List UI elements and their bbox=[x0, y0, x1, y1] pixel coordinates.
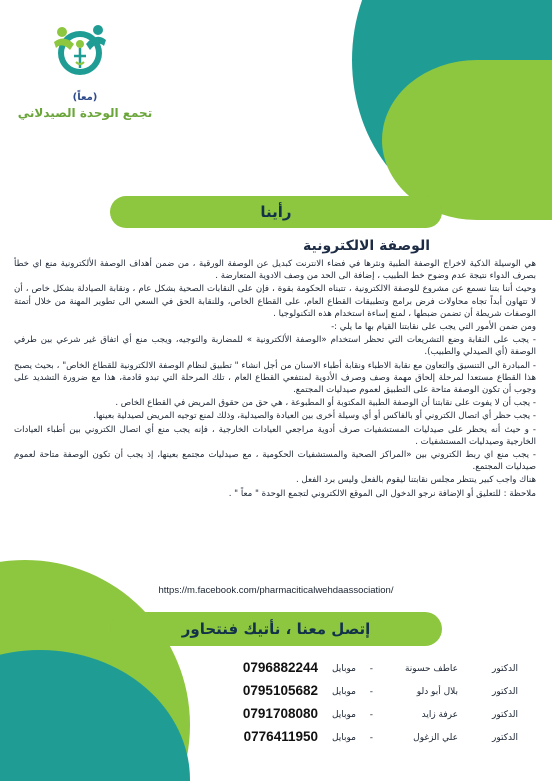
contact-mobile-label: موبايل bbox=[331, 687, 356, 697]
contact-mobile-label: موبايل bbox=[331, 733, 356, 743]
article-body bbox=[14, 258, 536, 501]
contact-separator: - bbox=[369, 664, 373, 674]
facebook-link[interactable]: https://m.facebook.com/pharmaciticalwehdaassociation/ bbox=[158, 585, 394, 596]
contact-name: عاطف حسونة bbox=[404, 664, 458, 674]
paragraph: وحيث أننا بتنا نسمع عن مشروع للوصفة الالكترونية ، تتبناه الحكومة بقوة ، فإن على النقابات الصحية بشكل عام ، ونقابة الصيادلة بشكل خاص ، أن لا تتهاون أبداً تجاه محاولات فرض برامج وتطبيقات القطاع العام، على القطاع الخاص، وللنقابة الحق في السعي الى تطوير المهنة من خلال أتمتة الوصفات شريطة أن تضمن ضبطها ، لمنع إساءة استخدام هذه التكنولوجيا . bbox=[14, 284, 536, 319]
contact-name: عرفة زايد bbox=[421, 710, 458, 720]
paragraph: - يجب حظر أي اتصال الكتروني أو بالفاكس أو أي وسيلة أخرى بين العيادة والصيدلية، وذلك لمنع توجيه المريض لصيدلية بعينها. bbox=[93, 411, 536, 422]
logo-name: تجمع الوحدة الصيدلاني bbox=[17, 106, 153, 120]
paragraph: ملاحظة : للتعليق أو الإضافة نرجو الدخول الى الموقع الالكتروني لتجمع الوحدة " معاً " . bbox=[228, 488, 536, 499]
contact-title: الدكتور bbox=[492, 733, 518, 743]
contact-name: علي الزغول bbox=[413, 733, 458, 743]
contact-row bbox=[242, 702, 518, 725]
contact-title: الدكتور bbox=[492, 664, 518, 674]
contact-row bbox=[242, 679, 518, 702]
header-banner bbox=[110, 196, 442, 228]
contacts-list bbox=[242, 656, 518, 748]
contact-mobile-label: موبايل bbox=[331, 710, 356, 720]
union-logo-icon bbox=[50, 20, 110, 82]
contact-title: الدكتور bbox=[492, 710, 518, 720]
paragraph: ومن ضمن الأمور التي يجب على نقابتنا القيام بها ما يلي :- bbox=[331, 322, 536, 333]
logo-tagline: (معاً) bbox=[72, 92, 98, 103]
contact-separator: - bbox=[369, 687, 373, 697]
paragraph: - يجب أن لا يفوت على نقابتنا أن الوصفة الطبية المكتوبة أو المطبوعة ، هي حق من حقوق المريض في القطاع الخاص . bbox=[115, 398, 536, 409]
paragraph: - يجب على النقابة وضع التشريعات التي تحظر استخدام «الوصفة الألكترونية » للمضاربة والتوجيه، ويجب منع أي اتفاق غير شرعي بين طرفي الوصفة (أي الصيدلي والطبيب). bbox=[14, 335, 536, 358]
section-title: الوصفة الالكترونية bbox=[302, 238, 430, 254]
paragraph: هي الوسيلة الذكية لاخراج الوصفة الطبية ونثرها في فضاء الانترنت كبديل عن الوصفة الورقية ، من ضمن أهداف الوصفة الألكترونية منع اي خطأ بصرف الدواء نتيجة عدم وضوح خط الطبيب ، إضافة الى الحد من وصف الادوية المتعارضة . bbox=[14, 259, 536, 282]
contact-mobile-label: موبايل bbox=[331, 664, 356, 674]
paragraph: هناك واجب كبير ينتظر مجلس نقابتنا ليقوم بالفعل وليس برد الفعل . bbox=[295, 475, 536, 486]
contact-separator: - bbox=[369, 733, 373, 743]
contact-banner bbox=[110, 612, 442, 646]
paragraph: - و حيث أنه يحظر على صيدليات المستشفيات صرف أدوية مراجعي العيادات الخارجية ، فإنه يجب منع أي اتصال الكتروني بين أطباء العيادات الخارجية وصيدليات المستشفيات . bbox=[14, 424, 536, 447]
contact-row bbox=[243, 725, 518, 748]
paragraph: - المبادرة الى التنسيق والتعاون مع نقابة الاطباء ونقابة أطباء الاسنان من أجل انشاء " تطبيق لنظام الوصفة الالكترونية للقطاع الخاص" ، بحيث يصبح هذا القطاع مستعدا لمرحلة إلحاق مهمة وصف وصرف الأدوية لمنتفعي القطاع العام ، تلك المرحلة التي تبدو قادمة، هذا مع ضرورة التشديد على وجوب أن تكون الوصفة متاحة على التطبيق لعموم صيدليات المجتمع. bbox=[14, 360, 536, 396]
contact-phone[interactable]: 0795105682 bbox=[242, 683, 318, 698]
contact-phone[interactable]: 0776411950 bbox=[243, 729, 318, 744]
contact-phone[interactable]: 0796882244 bbox=[242, 660, 318, 675]
contact-phone[interactable]: 0791708080 bbox=[242, 706, 318, 721]
contact-row bbox=[242, 656, 518, 679]
contact-separator: - bbox=[369, 710, 373, 720]
header-banner-label: رأينا bbox=[260, 203, 292, 221]
contact-name: بلال أبو دلو bbox=[416, 687, 458, 697]
paragraph: - يجب منع اي ربط الكتروني بين «المراكز الصحية والمستشفيات الحكومية ، مع صيدليات مجتمع بعينها، إذ يجب أن تكون الوصفة متاحة لعموم صيدليات المجتمع. bbox=[14, 450, 536, 473]
contact-title: الدكتور bbox=[492, 687, 518, 697]
contact-banner-label: إتصل معنا ، نأتيك فنتحاور bbox=[181, 620, 371, 638]
